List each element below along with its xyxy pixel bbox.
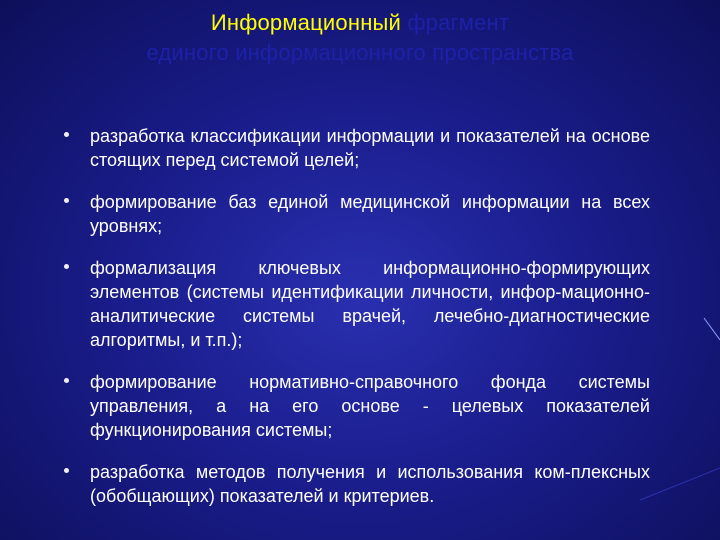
title-rest: фрагмент [401, 10, 510, 35]
list-item-text: разработка классификации информации и показателей на основе стоящих перед системой целей; [90, 126, 650, 170]
list-item [62, 256, 650, 352]
list-item [62, 124, 650, 172]
title-highlight: Информационный [210, 10, 402, 35]
list-item-text: разработка методов получения и использования ком-плексных (обобщающих) показателей и критериев. [90, 462, 650, 506]
bullet-dot-icon [64, 378, 69, 383]
list-item [62, 460, 650, 508]
bullet-dot-icon [64, 198, 69, 203]
list-item [62, 370, 650, 442]
bullet-dot-icon [64, 132, 69, 137]
title-line-2: единого информационного пространства [146, 40, 574, 65]
list-item [62, 190, 650, 238]
decorative-line [640, 468, 720, 500]
list-item-text: формирование баз единой медицинской информации на всех уровнях; [90, 192, 650, 236]
bullet-list [62, 124, 650, 526]
list-item-text: формализация ключевых информационно-формирующих элементов (системы идентификации личности, инфор-мационно-аналитические системы врачей, лечебно-диагностические алгоритмы, и т.п.); [90, 258, 650, 350]
decorative-line [704, 318, 720, 340]
bullet-dot-icon [64, 468, 69, 473]
title-line-1 [0, 10, 720, 36]
bullet-dot-icon [64, 264, 69, 269]
slide-title [0, 10, 720, 66]
list-item-text: формирование нормативно-справочного фонда системы управления, а на его основе - целевых показателей функционирования системы; [90, 372, 650, 440]
